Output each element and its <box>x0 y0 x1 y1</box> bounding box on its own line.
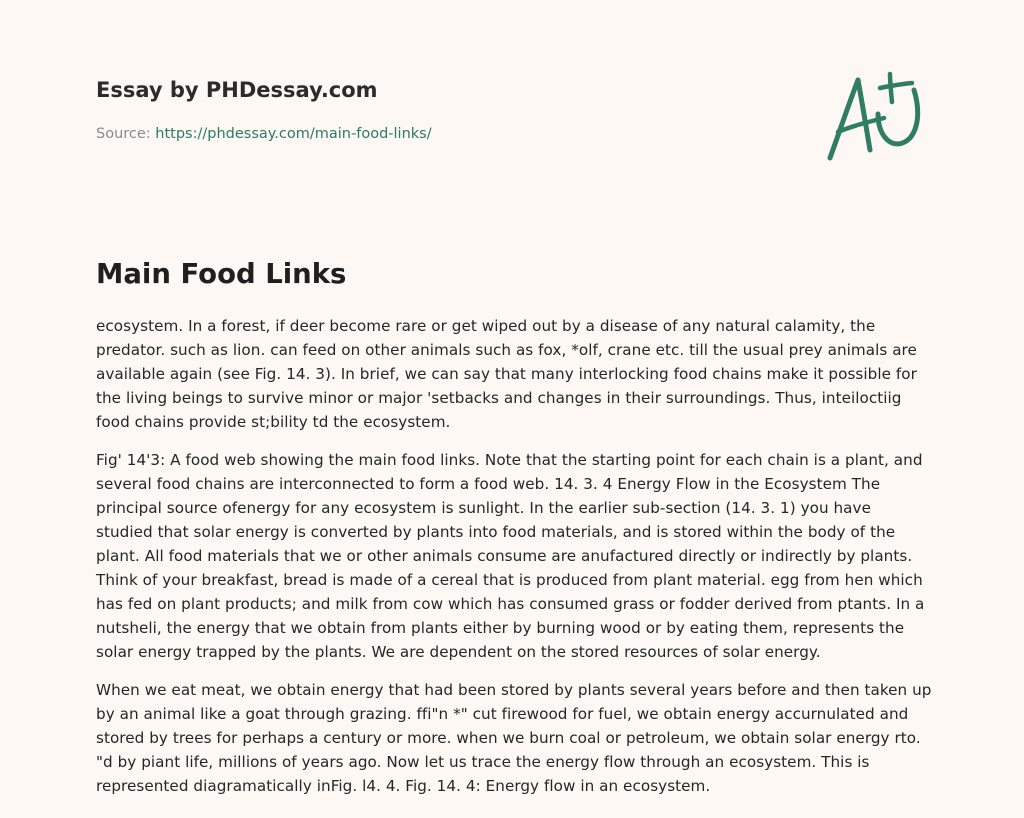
site-title: Essay by PHDessay.com <box>96 78 378 102</box>
essay-body <box>96 314 932 812</box>
essay-title: Main Food Links <box>96 258 347 290</box>
essay-paragraph-2: Fig' 14'3: A food web showing the main food links. Note that the starting point for each chain is a plant, and several food chains are interconnected to form a food web. 14. 3. 4 Energy Flow in the Ecosystem The principal source ofenergy for any ecosystem is sunlight. In the earlier sub-section (14. 3. 1) you have studied that solar energy is converted by plants into food materials, and is stored within the body of the plant. All food materials that we or other animals consume are anufactured directly or indirectly by plants. Think of your breakfast, bread is made of a cereal that is produced from plant material. egg from hen which has fed on plant products; and milk from cow which has consumed grass or fodder derived from ptants. In a nutsheli, the energy that we obtain from plants either by burning wood or by eating them, represents the solar energy trapped by the plants. We are dependent on the stored resources of solar energy. <box>96 451 925 661</box>
essay-header <box>96 76 796 144</box>
a-plus-grade-icon <box>820 66 930 166</box>
source-label: Source: <box>96 126 156 142</box>
source-link[interactable]: https://phdessay.com/main-food-links/ <box>155 126 432 142</box>
essay-paragraph-3: When we eat meat, we obtain energy that had been stored by plants several years before and then taken up by an animal like a goat through grazing. ffi"n *" cut firewood for fuel, we obtain energy accurnulated and stored by trees for perhaps a century or more. when we burn coal or petroleum, we obtain solar energy rto. "d by piant life, millions of years ago. Now let us trace the energy flow through an ecosystem. This is represented diagramatically inFig. l4. 4. Fig. 14. 4: Energy flow in an ecosystem. <box>96 681 932 795</box>
source-line <box>96 124 796 144</box>
essay-paragraph-1: ecosystem. In a forest, if deer become rare or get wiped out by a disease of any natural calamity, the predator. such as lion. can feed on other animals such as fox, *olf, crane etc. till the usual prey animals are available again (see Fig. 14. 3). In brief, we can say that many interlocking food chains make it possible for the living beings to survive minor or major 'setbacks and changes in their surroundings. Thus, inteiloctiig food chains provide st;bility td the ecosystem. <box>96 317 917 431</box>
